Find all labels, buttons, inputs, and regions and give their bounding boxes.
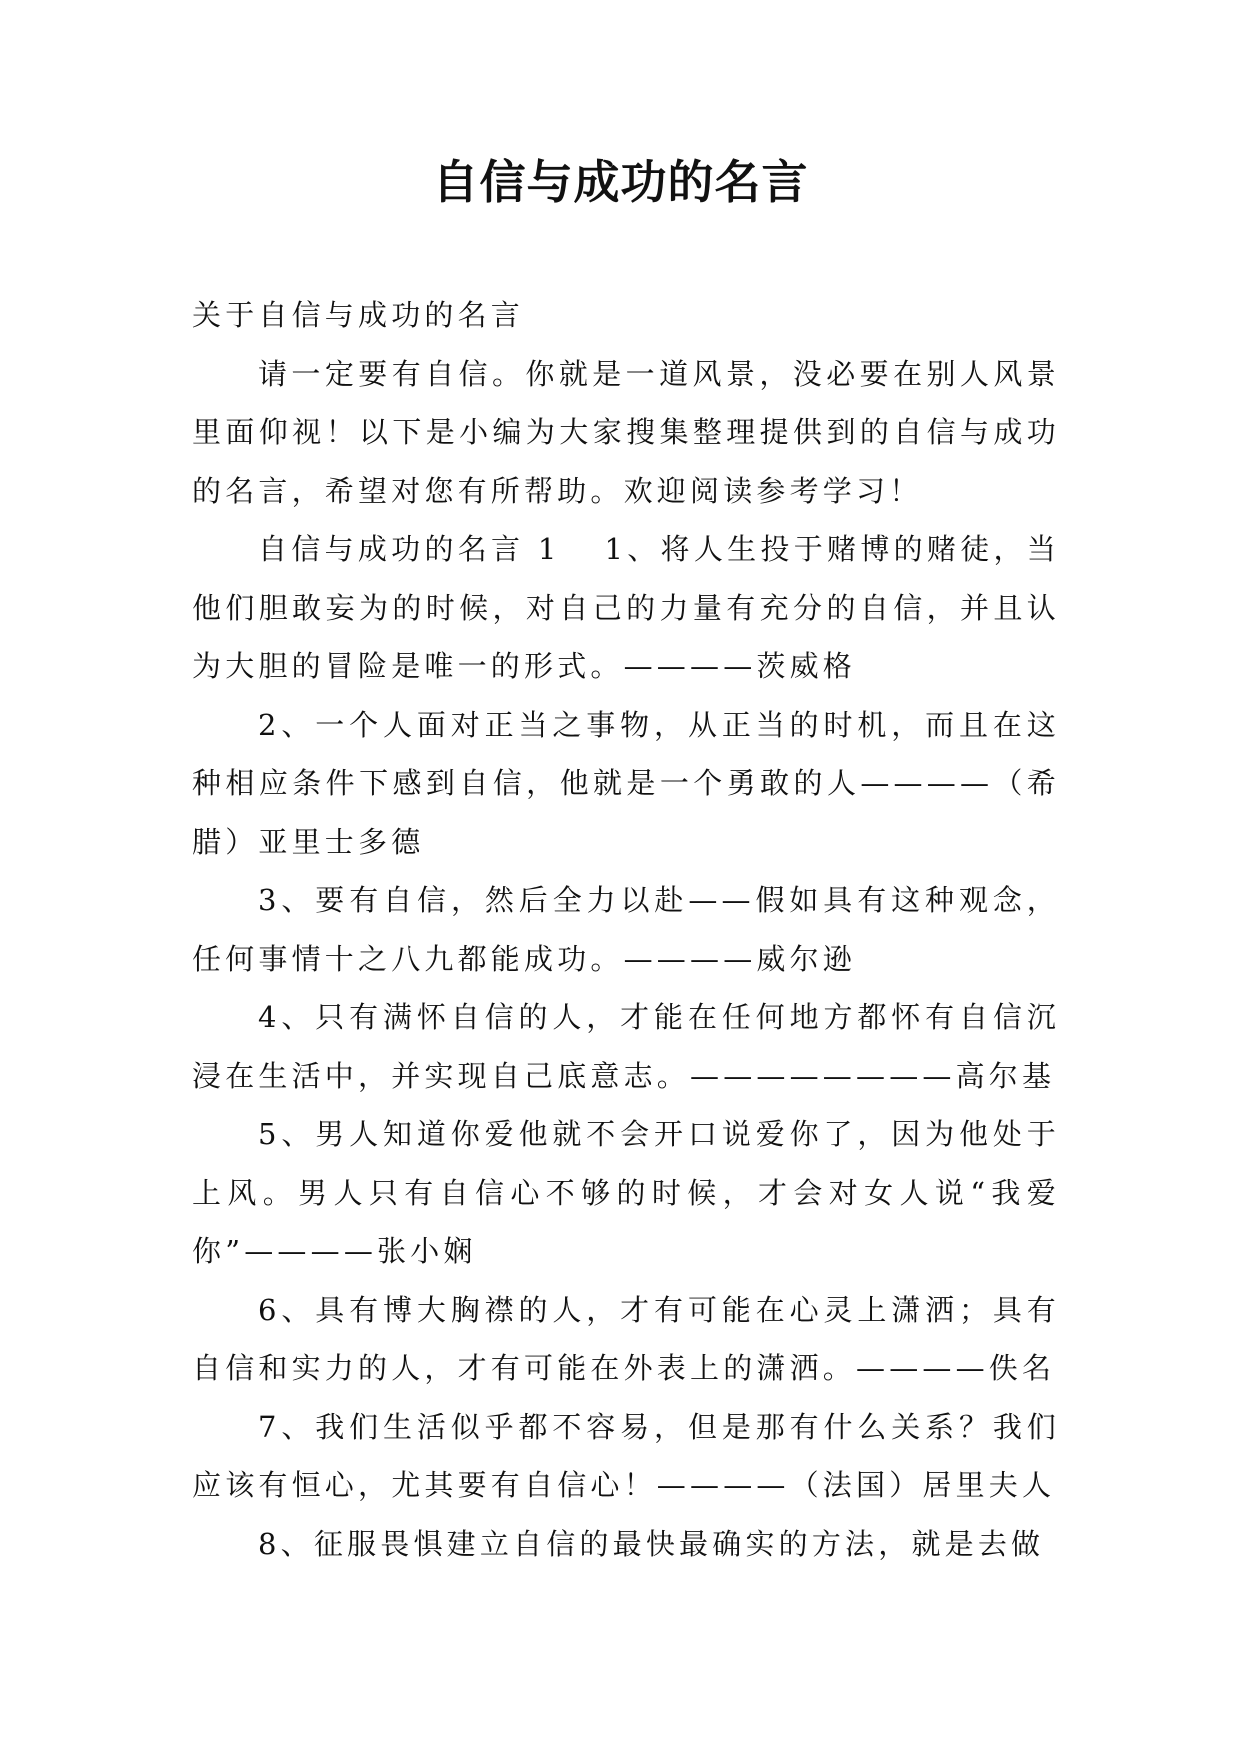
quote-paragraph-7: 7、我们生活似乎都不容易，但是那有什么关系？我们应该有恒心，尤其要有自信心！————（法国）居里夫人 [192,1409,1060,1502]
quote-paragraph-6: 6、具有博大胸襟的人，才有可能在心灵上潇洒；具有自信和实力的人，才有可能在外表上的潇洒。————佚名 [192,1292,1060,1385]
quote-paragraph-2: 2、一个人面对正当之事物，从正当的时机，而且在这种相应条件下感到自信，他就是一个勇敢的人————（希腊）亚里士多德 [192,707,1060,859]
quote-paragraph-4: 4、只有满怀自信的人，才能在任何地方都怀有自信沉浸在生活中，并实现自己底意志。————————高尔基 [192,1000,1060,1093]
document-title: 自信与成功的名言 [432,155,809,209]
document-body [192,286,1060,1573]
quote-text: 1、将人生投于赌博的赌徒，当他们胆敢妄为的时候，对自己的力量有充分的自信，并且认为大胆的冒险是唯一的形式。————茨威格 [192,532,1060,683]
section-heading: 自信与成功的名言 1 [258,532,561,566]
quote-paragraph-5: 5、男人知道你爱他就不会开口说爱你了，因为他处于上风。男人只有自信心不够的时候，才会对女人说“我爱你”————张小娴 [192,1117,1060,1268]
quote-paragraph-1 [192,520,1060,696]
quote-paragraph-8: 8、征服畏惧建立自信的最快最确实的方法，就是去做 [258,1526,1045,1561]
quote-paragraph-3: 3、要有自信，然后全力以赴——假如具有这种观念，任何事情十之八九都能成功。————威尔逊 [192,883,1060,976]
intro-paragraph: 请一定要有自信。你就是一道风景，没必要在别人风景里面仰视！以下是小编为大家搜集整理提供到的自信与成功的名言，希望对您有所帮助。欢迎阅读参考学习！ [192,356,1060,508]
subtitle-line: 关于自信与成功的名言 [192,298,525,332]
